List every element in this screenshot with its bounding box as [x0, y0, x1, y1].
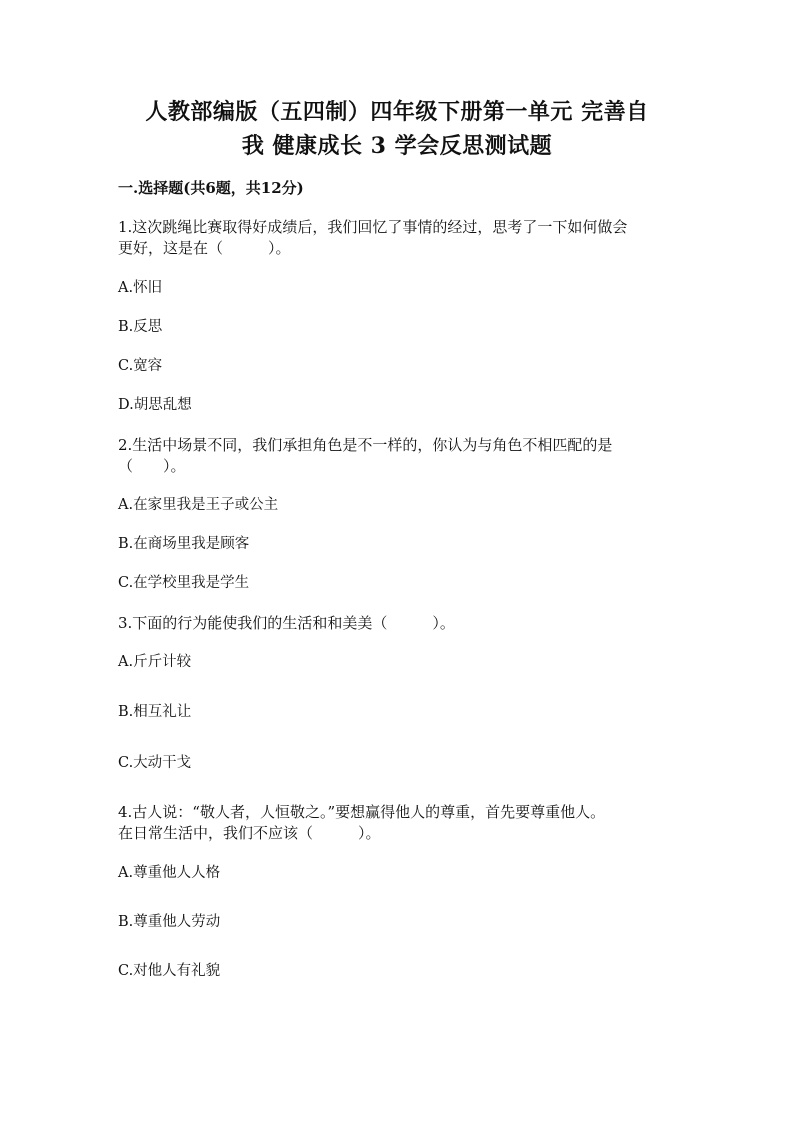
question-1-option-b: B.反思 — [118, 319, 163, 335]
question-1-option-a: A.怀旧 — [118, 280, 163, 296]
document-title-line-1: 人教部编版（五四制）四年级下册第一单元 完善自 — [145, 99, 649, 125]
question-3-option-a: A.斤斤计较 — [118, 654, 192, 670]
question-2-stem-line-2: （ ）。 — [118, 457, 186, 475]
question-2-option-c: C.在学校里我是学生 — [118, 575, 250, 591]
section-heading: 一.选择题(共6题，共12分) — [118, 179, 304, 197]
question-1-option-d: D.胡思乱想 — [118, 397, 192, 413]
question-4-stem-line-1: 4.古人说：“敬人者，人恒敬之。”要想赢得他人的尊重，首先要尊重他人。 — [118, 803, 606, 821]
question-2-option-a: A.在家里我是王子或公主 — [118, 497, 279, 513]
question-3-option-c: C.大动干戈 — [118, 755, 192, 771]
question-1-stem-line-2: 更好，这是在（ ）。 — [118, 239, 291, 257]
question-1-option-c: C.宽容 — [118, 358, 163, 374]
question-2-option-b: B.在商场里我是顾客 — [118, 536, 250, 552]
question-3-stem-line-1: 3.下面的行为能使我们的生活和和美美（ ）。 — [118, 614, 455, 632]
question-1-stem-line-1: 1.这次跳绳比赛取得好成绩后，我们回忆了事情的经过，思考了一下如何做会 — [118, 218, 628, 236]
question-2-stem-line-1: 2.生活中场景不同，我们承担角色是不一样的，你认为与角色不相匹配的是 — [118, 436, 613, 454]
question-3-option-b: B.相互礼让 — [118, 704, 192, 720]
question-4-option-c: C.对他人有礼貌 — [118, 963, 221, 979]
question-4-option-b: B.尊重他人劳动 — [118, 914, 221, 930]
question-4-option-a: A.尊重他人人格 — [118, 865, 221, 881]
document-title-line-2: 我 健康成长 3 学会反思测试题 — [241, 133, 553, 159]
question-4-stem-line-2: 在日常生活中，我们不应该（ ）。 — [118, 824, 381, 842]
